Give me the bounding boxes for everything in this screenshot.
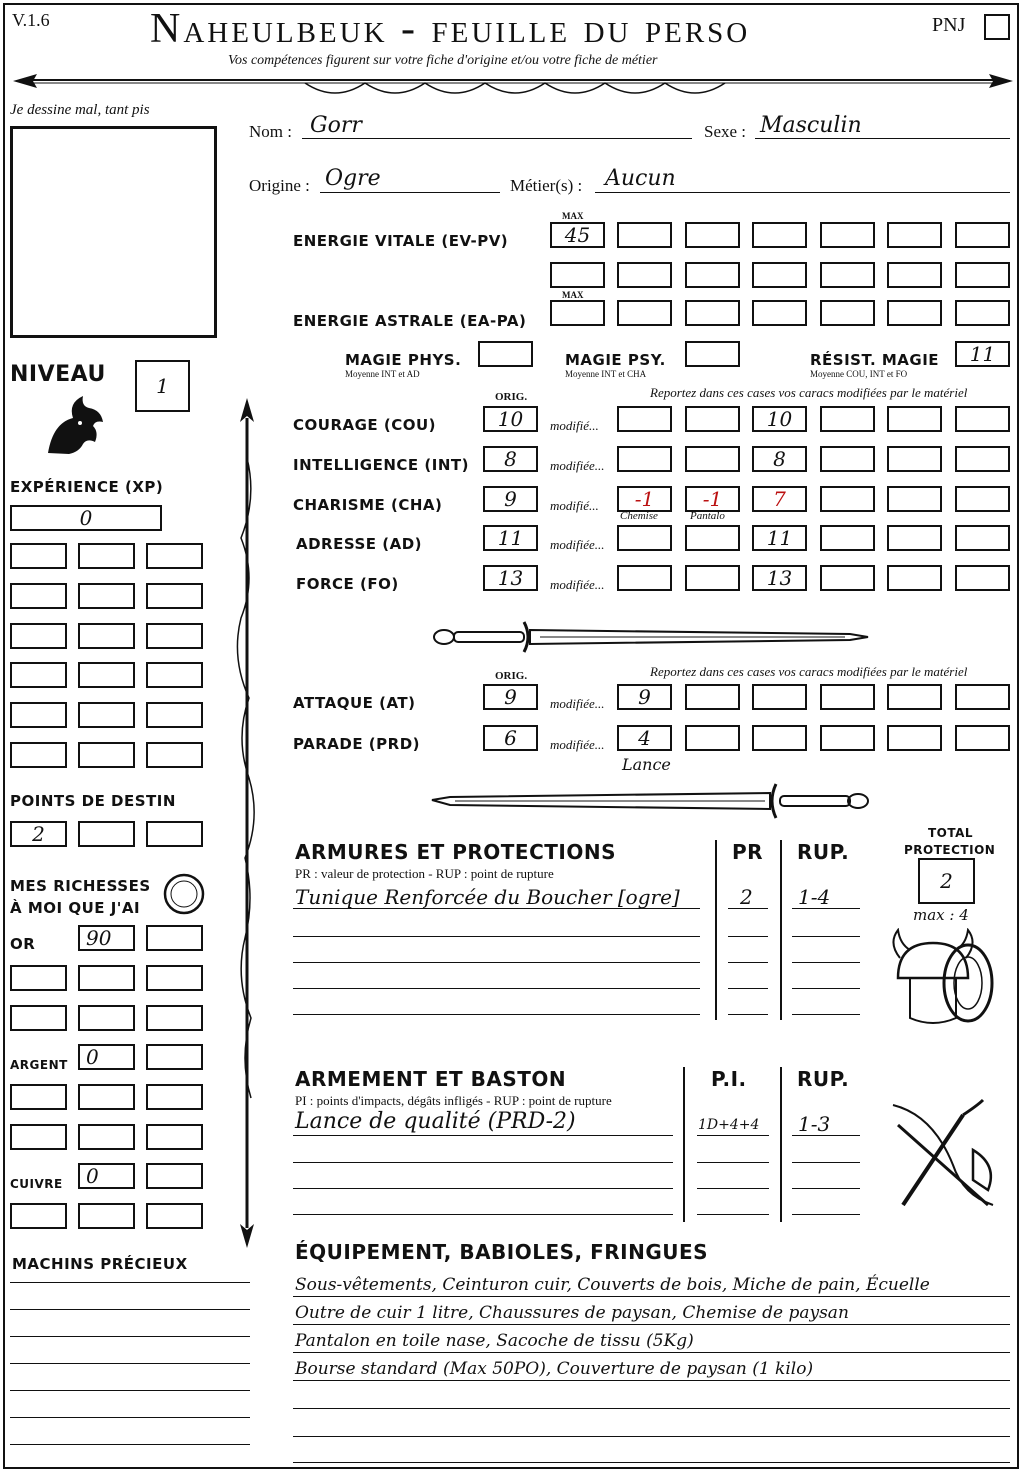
armure-row-line[interactable] — [293, 1014, 700, 1015]
or-label: OR — [10, 935, 36, 953]
carac-label: CHARISME (CHA) — [293, 496, 443, 514]
cuivre-label: CUIVRE — [10, 1177, 63, 1191]
equip-line[interactable] — [293, 1352, 1010, 1353]
carac-mod-box[interactable] — [955, 446, 1010, 472]
armement-col-sep — [683, 1067, 685, 1222]
xp-cell[interactable] — [78, 742, 135, 768]
carac-mod-box[interactable] — [617, 565, 672, 591]
ea-box[interactable] — [685, 300, 740, 326]
xp-cell[interactable] — [10, 702, 67, 728]
mod-note: Chemise — [620, 510, 658, 522]
magie-phys-box[interactable] — [478, 341, 533, 367]
machins-line[interactable] — [10, 1282, 250, 1283]
carac-mod-box[interactable] — [820, 446, 875, 472]
carac-mod-box[interactable] — [887, 525, 942, 551]
argent-box[interactable]: 0 — [78, 1044, 135, 1070]
armures-col-sep — [780, 840, 782, 1020]
carac-mod-box[interactable] — [820, 525, 875, 551]
pr-label: PR — [732, 840, 764, 864]
magie-psy-sub: Moyenne INT et CHA — [565, 369, 647, 379]
prd-mod-box[interactable] — [887, 725, 942, 751]
xp-cell[interactable] — [78, 543, 135, 569]
carac-label: COURAGE (COU) — [293, 416, 437, 434]
carac-mod-box[interactable]: -1 — [617, 486, 672, 512]
arme-pi-line[interactable] — [697, 1162, 769, 1163]
orig-label: ORIG. — [495, 670, 528, 682]
carac-mod-box[interactable] — [617, 525, 672, 551]
at-mod-box[interactable] — [752, 684, 807, 710]
ev-box[interactable] — [685, 262, 740, 288]
richesses-label-2: À MOI QUE J'AI — [10, 899, 141, 917]
subtitle: Vos compétences figurent sur votre fiche d'origine et/ou votre fiche de métier — [228, 53, 658, 68]
ev-box[interactable] — [752, 222, 807, 248]
arme-pi[interactable]: 1D+4+4 — [698, 1117, 760, 1133]
carac-label: ADRESSE (AD) — [296, 535, 423, 553]
cuivre-box[interactable]: 0 — [78, 1163, 135, 1189]
arme-row-line[interactable] — [293, 1162, 673, 1163]
carac-mod-box[interactable]: 7 — [752, 486, 807, 512]
armure-row-line[interactable] — [293, 962, 700, 963]
ev-box[interactable] — [617, 262, 672, 288]
xp-cell[interactable] — [146, 702, 203, 728]
or-box[interactable] — [78, 1005, 135, 1031]
armure-rup-line[interactable] — [792, 988, 860, 989]
carac-mod-box[interactable] — [820, 486, 875, 512]
origine-field[interactable]: Ogre — [325, 166, 381, 191]
carac-mod-box[interactable]: -1 — [685, 486, 740, 512]
equip-line[interactable] — [293, 1324, 1010, 1325]
machins-line[interactable] — [10, 1444, 250, 1445]
arme-rup-line[interactable] — [792, 1162, 860, 1163]
ev-max-label: MAX — [562, 211, 584, 221]
ea-box[interactable] — [955, 300, 1010, 326]
carac-mod-box[interactable]: 11 — [752, 525, 807, 551]
ea-max-label: MAX — [562, 290, 584, 300]
coin-icon — [162, 872, 206, 916]
carac-mod-box[interactable] — [685, 406, 740, 432]
resist-magie-box[interactable]: 11 — [955, 341, 1010, 367]
ev-box[interactable] — [752, 262, 807, 288]
modifie-label: modifié... — [550, 418, 599, 433]
or-box[interactable] — [10, 965, 67, 991]
armure-name[interactable]: Tunique Renforcée du Boucher [ogre] — [295, 885, 680, 909]
xp-cell[interactable] — [78, 702, 135, 728]
xp-cell[interactable] — [78, 583, 135, 609]
carac-mod-box[interactable] — [955, 525, 1010, 551]
prd-mod-box[interactable] — [752, 725, 807, 751]
or-box[interactable] — [146, 965, 203, 991]
equip-text[interactable]: Outre de cuir 1 litre, Chaussures de paysan, Chemise de paysan — [295, 1303, 849, 1323]
armures-title: ARMURES ET PROTECTIONS — [295, 840, 616, 864]
argent-box[interactable] — [146, 1124, 203, 1150]
total-max-note: max : 4 — [913, 906, 969, 924]
metier-field[interactable]: Aucun — [605, 166, 676, 191]
at-orig-box[interactable]: 9 — [483, 684, 538, 710]
argent-box[interactable] — [10, 1124, 67, 1150]
origine-label: Origine : — [249, 176, 310, 195]
at-mod-box[interactable] — [955, 684, 1010, 710]
carac-mod-box[interactable] — [617, 406, 672, 432]
ea-max-box[interactable] — [550, 300, 605, 326]
carac-mod-box[interactable] — [887, 565, 942, 591]
prd-mod-note: Lance — [622, 755, 671, 774]
ea-box[interactable] — [820, 300, 875, 326]
arme-pi-line[interactable] — [697, 1135, 769, 1136]
prd-mod-box[interactable] — [820, 725, 875, 751]
equip-line[interactable] — [293, 1436, 1010, 1437]
modifie-label: modifiée... — [550, 737, 605, 752]
armures-rup-label: RUP. — [797, 840, 850, 864]
xp-cell[interactable] — [10, 742, 67, 768]
argent-box[interactable] — [146, 1044, 203, 1070]
magie-phys-sub: Moyenne INT et AD — [345, 369, 420, 379]
ev-box[interactable] — [955, 222, 1010, 248]
at-label: ATTAQUE (AT) — [293, 694, 416, 712]
modifie-label: modifiée... — [550, 537, 605, 552]
ev-box[interactable] — [550, 262, 605, 288]
machins-line[interactable] — [10, 1390, 250, 1391]
version-label: V.1.6 — [12, 10, 50, 30]
modifie-label: modifié... — [550, 498, 599, 513]
cuivre-box[interactable] — [146, 1163, 203, 1189]
armure-pr-line[interactable] — [728, 1014, 768, 1015]
ev-max-box[interactable]: 45 — [550, 222, 605, 248]
or-box[interactable] — [78, 965, 135, 991]
prd-label: PARADE (PRD) — [293, 735, 421, 753]
modifie-label: modifiée... — [550, 577, 605, 592]
metier-label: Métier(s) : — [510, 176, 583, 195]
armement-rup-label: RUP. — [797, 1067, 850, 1091]
page-title: Naheulbeuk - feuille du perso — [150, 6, 751, 52]
argent-box[interactable] — [78, 1084, 135, 1110]
modifie-label: modifiée... — [550, 458, 605, 473]
carac-mod-box[interactable] — [955, 565, 1010, 591]
equip-text[interactable]: Bourse standard (Max 50PO), Couverture de paysan (1 kilo) — [295, 1359, 814, 1379]
carac-mod-box[interactable] — [887, 486, 942, 512]
sword-icon — [430, 612, 870, 658]
ev-box[interactable] — [617, 222, 672, 248]
ev-box[interactable] — [887, 262, 942, 288]
mod-note: Pantalo — [690, 510, 725, 522]
xp-cell[interactable] — [78, 662, 135, 688]
armure-row-line[interactable] — [293, 988, 700, 989]
equip-line[interactable] — [293, 1408, 1010, 1409]
xp-cell[interactable] — [146, 742, 203, 768]
destin-box[interactable]: 2 — [10, 821, 67, 847]
total-label-2: PROTECTION — [904, 843, 996, 857]
xp-cell[interactable] — [10, 543, 67, 569]
arme-pi-line[interactable] — [697, 1188, 769, 1189]
or-box[interactable] — [146, 925, 203, 951]
at-mod-box[interactable] — [887, 684, 942, 710]
helmet-shield-icon — [888, 928, 998, 1028]
machins-line[interactable] — [10, 1363, 250, 1364]
argent-box[interactable] — [78, 1124, 135, 1150]
machins-label: MACHINS PRÉCIEUX — [12, 1255, 188, 1273]
xp-cell[interactable] — [78, 623, 135, 649]
armure-row-line[interactable] — [293, 936, 700, 937]
prd-mod-box[interactable] — [685, 725, 740, 751]
equip-text[interactable]: Pantalon en toile nase, Sacoche de tissu (5Kg) — [295, 1331, 694, 1351]
report-note: Reportez dans ces cases vos caracs modifiées par le matériel — [650, 385, 968, 400]
carac-mod-box[interactable]: 13 — [752, 565, 807, 591]
report-note: Reportez dans ces cases vos caracs modifiées par le matériel — [650, 664, 968, 679]
or-box[interactable]: 90 — [78, 925, 135, 951]
destin-label: POINTS DE DESTIN — [10, 792, 176, 810]
armure-rup[interactable]: 1-4 — [798, 885, 831, 909]
at-mod-box[interactable] — [685, 684, 740, 710]
arme-name[interactable]: Lance de qualité (PRD-2) — [295, 1109, 576, 1134]
arme-rup[interactable]: 1-3 — [798, 1112, 831, 1136]
magie-psy-box[interactable] — [685, 341, 740, 367]
carac-mod-box[interactable] — [955, 486, 1010, 512]
xp-cell[interactable] — [10, 662, 67, 688]
carac-label: FORCE (FO) — [296, 575, 399, 593]
equipement-title: ÉQUIPEMENT, BABIOLES, FRINGUES — [295, 1240, 709, 1264]
ea-box[interactable] — [752, 300, 807, 326]
pnj-label: PNJ — [932, 14, 966, 36]
prd-mod-box[interactable] — [955, 725, 1010, 751]
ev-box[interactable] — [887, 222, 942, 248]
machins-line[interactable] — [10, 1336, 250, 1337]
armure-pr-line[interactable] — [728, 936, 768, 937]
armures-sub: PR : valeur de protection - RUP : point de rupture — [295, 866, 554, 881]
at-mod-box[interactable]: 9 — [617, 684, 672, 710]
ea-label: ENERGIE ASTRALE (EA-PA) — [293, 312, 527, 330]
armure-rup-line[interactable] — [792, 1014, 860, 1015]
carac-orig-box[interactable]: 8 — [483, 446, 538, 472]
xp-cell[interactable] — [10, 583, 67, 609]
equip-line[interactable] — [293, 1296, 1010, 1297]
xp-cell[interactable] — [146, 543, 203, 569]
weapons-icon — [888, 1095, 1008, 1215]
argent-box[interactable] — [146, 1084, 203, 1110]
at-mod-box[interactable] — [820, 684, 875, 710]
carac-mod-box[interactable] — [820, 565, 875, 591]
carac-mod-box[interactable] — [685, 525, 740, 551]
destin-box[interactable] — [78, 821, 135, 847]
or-box[interactable] — [10, 1005, 67, 1031]
armement-col-sep — [780, 1067, 782, 1222]
carac-mod-box[interactable] — [685, 565, 740, 591]
arme-rup-line[interactable] — [792, 1188, 860, 1189]
armure-pr[interactable]: 2 — [740, 885, 753, 909]
xp-box[interactable]: 0 — [10, 505, 162, 531]
armement-sub: PI : points d'impacts, dégâts infligés - RUP : point de rupture — [295, 1093, 612, 1108]
arme-row-line[interactable] — [293, 1135, 673, 1136]
xp-cell[interactable] — [10, 623, 67, 649]
xp-label: EXPÉRIENCE (XP) — [10, 478, 164, 496]
resist-magie-sub: Moyenne COU, INT et FO — [810, 369, 908, 379]
modifie-label: modifiée... — [550, 696, 605, 711]
arme-row-line[interactable] — [293, 1214, 673, 1215]
xp-cell[interactable] — [146, 623, 203, 649]
pi-label: P.I. — [711, 1067, 747, 1091]
carac-mod-box[interactable] — [617, 446, 672, 472]
carac-orig-box[interactable]: 10 — [483, 406, 538, 432]
vertical-spear-icon — [232, 398, 262, 1248]
portrait-box[interactable] — [10, 126, 217, 338]
sexe-label: Sexe : — [704, 122, 747, 141]
niveau-box[interactable]: 1 — [135, 360, 190, 412]
niveau-label: NIVEAU — [10, 362, 106, 387]
carac-mod-box[interactable] — [955, 406, 1010, 432]
carac-mod-box[interactable] — [820, 406, 875, 432]
orig-label: ORIG. — [495, 391, 528, 403]
cuivre-box[interactable] — [78, 1203, 135, 1229]
magie-psy-label: MAGIE PSY. — [565, 351, 666, 369]
equip-line[interactable] — [293, 1462, 1010, 1463]
armure-pr-line[interactable] — [728, 962, 768, 963]
ev-box[interactable] — [955, 262, 1010, 288]
richesses-label-1: MES RICHESSES — [10, 877, 151, 895]
resist-magie-label: RÉSIST. MAGIE — [810, 351, 940, 369]
prd-orig-box[interactable]: 6 — [483, 725, 538, 751]
cuivre-box[interactable] — [146, 1203, 203, 1229]
ev-box[interactable] — [685, 222, 740, 248]
xp-cell[interactable] — [146, 662, 203, 688]
total-label-1: TOTAL — [928, 826, 974, 840]
armure-rup-line[interactable] — [792, 936, 860, 937]
carac-orig-box[interactable]: 9 — [483, 486, 538, 512]
armure-rup-line[interactable] — [792, 962, 860, 963]
pnj-checkbox[interactable] — [984, 14, 1010, 40]
carac-mod-box[interactable] — [685, 446, 740, 472]
ev-label: ENERGIE VITALE (EV-PV) — [293, 232, 509, 250]
arme-rup-line[interactable] — [792, 1214, 860, 1215]
equip-text[interactable]: Sous-vêtements, Ceinturon cuir, Couverts de bois, Miche de pain, Écuelle — [295, 1275, 930, 1295]
xp-cell[interactable] — [146, 583, 203, 609]
nom-field[interactable]: Gorr — [310, 113, 362, 138]
sword-icon — [430, 778, 870, 824]
carac-mod-box[interactable]: 10 — [752, 406, 807, 432]
carac-mod-box[interactable] — [887, 406, 942, 432]
or-box[interactable] — [146, 1005, 203, 1031]
equip-line[interactable] — [293, 1380, 1010, 1381]
cuivre-box[interactable] — [10, 1203, 67, 1229]
arme-row-line[interactable] — [293, 1188, 673, 1189]
argent-label: ARGENT — [10, 1058, 68, 1072]
carac-orig-box[interactable]: 13 — [483, 565, 538, 591]
armures-col-sep — [715, 840, 717, 1020]
ev-box[interactable] — [820, 222, 875, 248]
carac-orig-box[interactable]: 11 — [483, 525, 538, 551]
carac-mod-box[interactable]: 8 — [752, 446, 807, 472]
spear-divider-icon — [5, 68, 1019, 108]
total-protection-box[interactable]: 2 — [918, 858, 975, 904]
ea-box[interactable] — [617, 300, 672, 326]
prd-mod-box[interactable]: 4 — [617, 725, 672, 751]
sexe-field[interactable]: Masculin — [760, 113, 862, 138]
carac-mod-box[interactable] — [887, 446, 942, 472]
machins-line[interactable] — [10, 1309, 250, 1310]
dragon-icon — [38, 393, 108, 465]
nom-label: Nom : — [249, 122, 292, 141]
carac-label: INTELLIGENCE (INT) — [293, 456, 469, 474]
arme-pi-line[interactable] — [697, 1214, 769, 1215]
argent-box[interactable] — [10, 1084, 67, 1110]
ea-box[interactable] — [887, 300, 942, 326]
magie-phys-label: MAGIE PHYS. — [345, 351, 462, 369]
ev-box[interactable] — [820, 262, 875, 288]
armure-pr-line[interactable] — [728, 988, 768, 989]
machins-line[interactable] — [10, 1417, 250, 1418]
destin-box[interactable] — [146, 821, 203, 847]
portrait-caption: Je dessine mal, tant pis — [10, 102, 150, 118]
armement-title: ARMEMENT ET BASTON — [295, 1067, 567, 1091]
